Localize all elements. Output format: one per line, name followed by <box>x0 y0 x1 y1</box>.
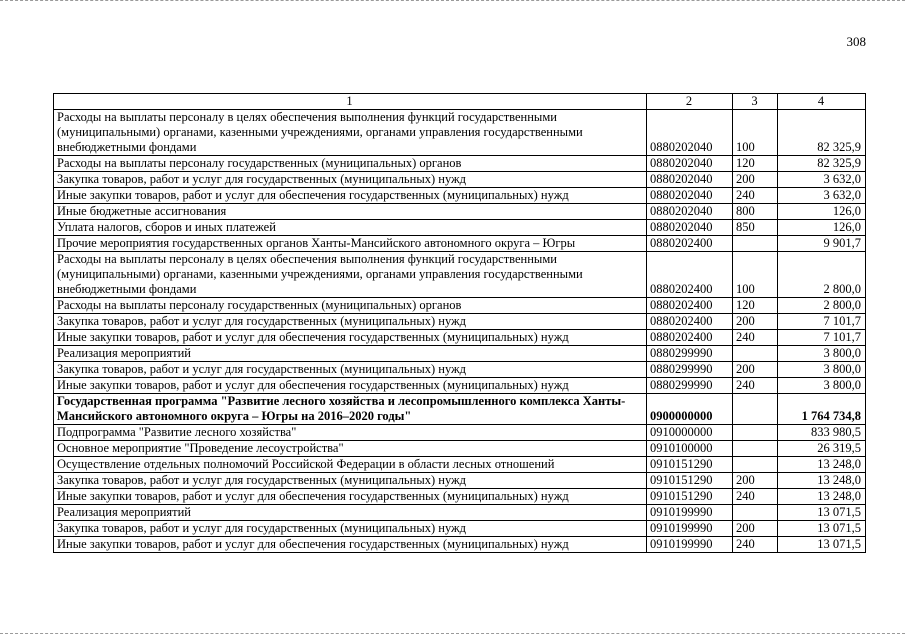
row-code-cell: 0880202040 <box>647 204 733 220</box>
row-code-cell: 0910199990 <box>647 505 733 521</box>
row-amount-cell: 1 764 734,8 <box>778 394 866 425</box>
row-amount-cell: 26 319,5 <box>778 441 866 457</box>
row-type-cell: 200 <box>733 473 778 489</box>
row-name-cell: Иные закупки товаров, работ и услуг для обеспечения государственных (муниципальных) нужд <box>54 489 647 505</box>
row-code-cell: 0880202040 <box>647 220 733 236</box>
table-row <box>54 298 866 314</box>
row-name-cell: Закупка товаров, работ и услуг для государственных (муниципальных) нужд <box>54 473 647 489</box>
table-row <box>54 362 866 378</box>
scan-bottom-edge <box>0 630 905 634</box>
row-amount-cell: 833 980,5 <box>778 425 866 441</box>
table-row <box>54 314 866 330</box>
row-type-cell <box>733 236 778 252</box>
table-row <box>54 110 866 156</box>
row-type-cell: 240 <box>733 489 778 505</box>
row-type-cell: 850 <box>733 220 778 236</box>
row-amount-cell: 2 800,0 <box>778 298 866 314</box>
table-row <box>54 505 866 521</box>
row-name-cell: Осуществление отдельных полномочий Российской Федерации в области лесных отношений <box>54 457 647 473</box>
row-type-cell: 240 <box>733 330 778 346</box>
row-code-cell: 0910151290 <box>647 489 733 505</box>
row-name-cell: Закупка товаров, работ и услуг для государственных (муниципальных) нужд <box>54 521 647 537</box>
row-type-cell: 240 <box>733 537 778 553</box>
row-code-cell: 0910151290 <box>647 473 733 489</box>
header-col-2: 2 <box>647 94 733 110</box>
table-row <box>54 204 866 220</box>
table-row <box>54 489 866 505</box>
table-body <box>54 110 866 553</box>
row-amount-cell: 13 248,0 <box>778 489 866 505</box>
row-amount-cell: 82 325,9 <box>778 110 866 156</box>
table-row <box>54 346 866 362</box>
row-type-cell <box>733 505 778 521</box>
row-name-cell: Иные закупки товаров, работ и услуг для обеспечения государственных (муниципальных) нужд <box>54 188 647 204</box>
row-amount-cell: 82 325,9 <box>778 156 866 172</box>
row-code-cell: 0910199990 <box>647 521 733 537</box>
row-amount-cell: 13 071,5 <box>778 537 866 553</box>
row-code-cell: 0880202400 <box>647 298 733 314</box>
row-amount-cell: 3 632,0 <box>778 172 866 188</box>
scan-top-edge <box>0 0 905 4</box>
table-row <box>54 441 866 457</box>
row-amount-cell: 9 901,7 <box>778 236 866 252</box>
row-name-cell: Реализация мероприятий <box>54 346 647 362</box>
row-amount-cell: 3 632,0 <box>778 188 866 204</box>
row-code-cell: 0900000000 <box>647 394 733 425</box>
row-amount-cell: 2 800,0 <box>778 252 866 298</box>
header-col-3: 3 <box>733 94 778 110</box>
row-type-cell: 800 <box>733 204 778 220</box>
row-type-cell <box>733 346 778 362</box>
table-row <box>54 394 866 425</box>
row-name-cell: Закупка товаров, работ и услуг для государственных (муниципальных) нужд <box>54 314 647 330</box>
row-type-cell: 200 <box>733 172 778 188</box>
row-code-cell: 0910100000 <box>647 441 733 457</box>
row-amount-cell: 13 071,5 <box>778 505 866 521</box>
table-row <box>54 252 866 298</box>
row-type-cell: 200 <box>733 314 778 330</box>
table-row <box>54 236 866 252</box>
row-name-cell: Государственная программа "Развитие лесного хозяйства и лесопромышленного комплекса Ханты-Мансийского автономного округа – Югры на 2016–2020 годы" <box>54 394 647 425</box>
row-amount-cell: 7 101,7 <box>778 314 866 330</box>
row-type-cell: 100 <box>733 110 778 156</box>
row-type-cell: 120 <box>733 156 778 172</box>
row-amount-cell: 7 101,7 <box>778 330 866 346</box>
row-code-cell: 0880299990 <box>647 346 733 362</box>
table-row <box>54 188 866 204</box>
row-amount-cell: 13 248,0 <box>778 457 866 473</box>
row-name-cell: Основное мероприятие "Проведение лесоустройства" <box>54 441 647 457</box>
row-code-cell: 0880202400 <box>647 236 733 252</box>
row-code-cell: 0880202400 <box>647 314 733 330</box>
row-type-cell <box>733 394 778 425</box>
row-name-cell: Закупка товаров, работ и услуг для государственных (муниципальных) нужд <box>54 362 647 378</box>
row-amount-cell: 3 800,0 <box>778 362 866 378</box>
row-amount-cell: 126,0 <box>778 204 866 220</box>
row-name-cell: Расходы на выплаты персоналу государственных (муниципальных) органов <box>54 156 647 172</box>
row-name-cell: Уплата налогов, сборов и иных платежей <box>54 220 647 236</box>
row-amount-cell: 126,0 <box>778 220 866 236</box>
row-name-cell: Прочие мероприятия государственных органов Ханты-Мансийского автономного округа – Югры <box>54 236 647 252</box>
row-name-cell: Закупка товаров, работ и услуг для государственных (муниципальных) нужд <box>54 172 647 188</box>
header-col-4: 4 <box>778 94 866 110</box>
row-type-cell <box>733 441 778 457</box>
header-col-1: 1 <box>54 94 647 110</box>
row-code-cell: 0880202400 <box>647 252 733 298</box>
table-row <box>54 172 866 188</box>
table-row <box>54 521 866 537</box>
row-name-cell: Иные закупки товаров, работ и услуг для обеспечения государственных (муниципальных) нужд <box>54 378 647 394</box>
table-row <box>54 425 866 441</box>
row-name-cell: Иные закупки товаров, работ и услуг для обеспечения государственных (муниципальных) нужд <box>54 537 647 553</box>
row-name-cell: Расходы на выплаты персоналу государственных (муниципальных) органов <box>54 298 647 314</box>
row-code-cell: 0910199990 <box>647 537 733 553</box>
row-code-cell: 0910151290 <box>647 457 733 473</box>
row-type-cell <box>733 457 778 473</box>
row-type-cell: 240 <box>733 378 778 394</box>
table-row <box>54 220 866 236</box>
page-number: 308 <box>846 34 866 49</box>
row-code-cell: 0880299990 <box>647 378 733 394</box>
row-amount-cell: 13 071,5 <box>778 521 866 537</box>
budget-table <box>53 93 866 553</box>
row-name-cell: Иные бюджетные ассигнования <box>54 204 647 220</box>
row-name-cell: Расходы на выплаты персоналу в целях обеспечения выполнения функций государственными (муниципальными) органами, казенными учреждениями, органами управления государственными внебюджетными фондами <box>54 252 647 298</box>
row-amount-cell: 13 248,0 <box>778 473 866 489</box>
row-type-cell: 200 <box>733 521 778 537</box>
row-type-cell: 200 <box>733 362 778 378</box>
row-code-cell: 0880299990 <box>647 362 733 378</box>
row-amount-cell: 3 800,0 <box>778 378 866 394</box>
row-name-cell: Иные закупки товаров, работ и услуг для обеспечения государственных (муниципальных) нужд <box>54 330 647 346</box>
row-type-cell <box>733 425 778 441</box>
table-row <box>54 537 866 553</box>
row-name-cell: Подпрограмма "Развитие лесного хозяйства" <box>54 425 647 441</box>
table-row <box>54 330 866 346</box>
row-code-cell: 0880202040 <box>647 110 733 156</box>
row-code-cell: 0910000000 <box>647 425 733 441</box>
table-row <box>54 156 866 172</box>
row-name-cell: Реализация мероприятий <box>54 505 647 521</box>
table-row <box>54 457 866 473</box>
row-type-cell: 100 <box>733 252 778 298</box>
row-amount-cell: 3 800,0 <box>778 346 866 362</box>
row-code-cell: 0880202040 <box>647 188 733 204</box>
row-code-cell: 0880202400 <box>647 330 733 346</box>
header-row <box>54 94 866 110</box>
row-name-cell: Расходы на выплаты персоналу в целях обеспечения выполнения функций государственными (муниципальными) органами, казенными учреждениями, органами управления государственными внебюджетными фондами <box>54 110 647 156</box>
table-row <box>54 378 866 394</box>
row-code-cell: 0880202040 <box>647 156 733 172</box>
row-type-cell: 240 <box>733 188 778 204</box>
row-type-cell: 120 <box>733 298 778 314</box>
table-row <box>54 473 866 489</box>
row-code-cell: 0880202040 <box>647 172 733 188</box>
